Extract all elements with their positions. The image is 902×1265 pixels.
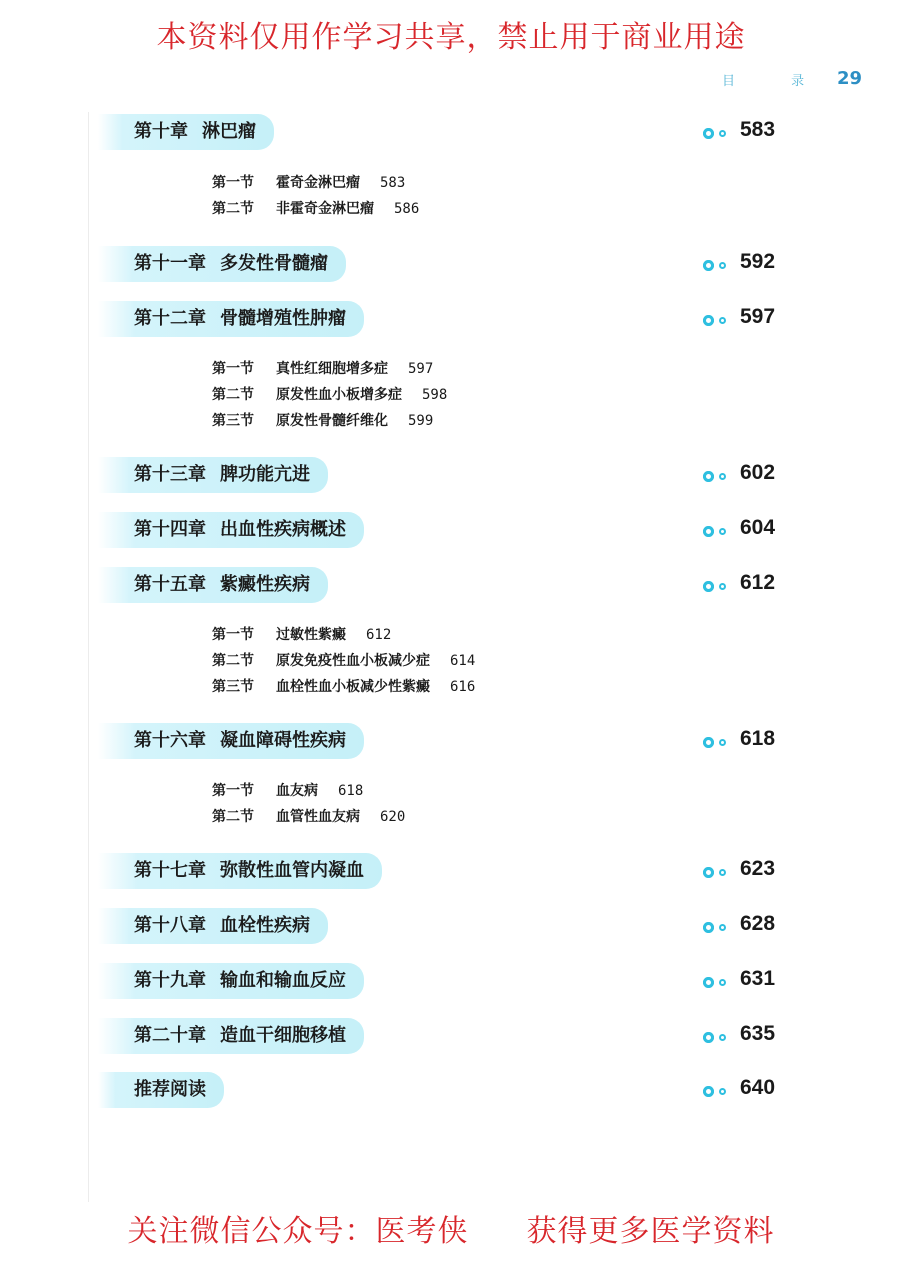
chapter-heading — [98, 567, 328, 603]
chapter-title: 淋巴瘤 — [202, 121, 256, 142]
footer-left: 关注微信公众号：医考侠 — [127, 1214, 469, 1249]
toc-chapter — [98, 963, 788, 1001]
section-page-number: 612 — [366, 627, 392, 643]
chapter-heading — [98, 512, 364, 548]
chapter-title: 弥散性血管内凝血 — [220, 860, 364, 881]
section-label: 第三节 — [212, 413, 254, 429]
chapter-heading — [98, 246, 346, 282]
footer-right: 获得更多医学资料 — [526, 1214, 775, 1249]
section-label: 第一节 — [212, 783, 254, 799]
bullet-dots-icon — [703, 526, 729, 538]
toc-chapter — [98, 567, 788, 605]
section-label: 第二节 — [212, 809, 254, 825]
chapter-page-number: 592 — [740, 250, 776, 273]
chapter-title: 脾功能亢进 — [220, 464, 310, 485]
section-title: 原发免疫性血小板减少症 — [276, 653, 430, 669]
toc-section — [212, 805, 405, 829]
toc-section — [212, 357, 433, 381]
chapter-heading — [98, 1018, 364, 1054]
section-title: 原发性骨髓纤维化 — [276, 413, 388, 429]
chapter-title: 造血干细胞移植 — [220, 1025, 346, 1046]
chapter-number: 第十七章 — [134, 860, 206, 881]
section-label: 第一节 — [212, 175, 254, 191]
chapter-number: 第十五章 — [134, 574, 206, 595]
section-label: 第二节 — [212, 387, 254, 403]
chapter-title: 血栓性疾病 — [220, 915, 310, 936]
chapter-heading — [98, 908, 328, 944]
toc-chapter — [98, 512, 788, 550]
section-title: 血栓性血小板减少性紫癜 — [276, 679, 430, 695]
bullet-dots-icon — [703, 1032, 729, 1044]
chapter-number: 第十六章 — [134, 730, 206, 751]
chapter-number: 第十一章 — [134, 253, 206, 274]
chapter-title: 多发性骨髓瘤 — [220, 253, 328, 274]
section-title: 血友病 — [276, 783, 318, 799]
chapter-page-number: 628 — [740, 912, 776, 935]
section-label: 第三节 — [212, 679, 254, 695]
section-page-number: 597 — [408, 361, 434, 377]
chapter-page-number: 631 — [740, 967, 776, 990]
bullet-dots-icon — [703, 737, 729, 749]
footer-notice — [0, 1206, 902, 1250]
toc-section — [212, 383, 447, 407]
bullet-dots-icon — [703, 1086, 729, 1098]
section-page-number: 620 — [380, 809, 406, 825]
chapter-heading — [98, 457, 328, 493]
bullet-dots-icon — [703, 922, 729, 934]
chapter-heading — [98, 114, 274, 150]
section-page-number: 616 — [450, 679, 476, 695]
toc-chapter — [98, 114, 788, 152]
section-page-number: 599 — [408, 413, 434, 429]
chapter-heading — [98, 1072, 224, 1108]
copyright-notice: 本资料仅用作学习共享，禁止用于商业用途 — [156, 20, 746, 55]
chapter-page-number: 623 — [740, 857, 776, 880]
chapter-title: 出血性疾病概述 — [220, 519, 346, 540]
section-title: 非霍奇金淋巴瘤 — [276, 201, 374, 217]
bullet-dots-icon — [703, 471, 729, 483]
chapter-title: 骨髓增殖性肿瘤 — [220, 308, 346, 329]
bullet-dots-icon — [703, 260, 729, 272]
section-page-number: 586 — [394, 201, 420, 217]
section-title: 霍奇金淋巴瘤 — [276, 175, 360, 191]
section-title: 原发性血小板增多症 — [276, 387, 402, 403]
bullet-dots-icon — [703, 977, 729, 989]
section-title: 真性红细胞增多症 — [276, 361, 388, 377]
toc-chapter — [98, 723, 788, 761]
chapter-number: 第十二章 — [134, 308, 206, 329]
section-label: 第二节 — [212, 201, 254, 217]
chapter-heading — [98, 963, 364, 999]
toc-chapter — [98, 853, 788, 891]
page-number: 29 — [836, 68, 862, 89]
section-label: 第二节 — [212, 653, 254, 669]
chapter-page-number: 612 — [740, 571, 776, 594]
chapter-number: 第十三章 — [134, 464, 206, 485]
chapter-number: 第十章 — [134, 121, 188, 142]
bullet-dots-icon — [703, 581, 729, 593]
toc-section — [212, 675, 475, 699]
chapter-title: 紫癜性疾病 — [220, 574, 310, 595]
bullet-dots-icon — [703, 128, 729, 140]
running-head — [722, 68, 882, 90]
toc-section — [212, 779, 363, 803]
chapter-page-number: 597 — [740, 305, 776, 328]
section-title: 过敏性紫癜 — [276, 627, 346, 643]
running-head-label: 目 录 — [722, 74, 831, 89]
section-label: 第一节 — [212, 627, 254, 643]
chapter-title: 凝血障碍性疾病 — [220, 730, 346, 751]
toc-chapter — [98, 457, 788, 495]
bullet-dots-icon — [703, 315, 729, 327]
toc-section — [212, 197, 419, 221]
toc-section — [212, 649, 475, 673]
toc-chapter — [98, 908, 788, 946]
chapter-page-number: 640 — [740, 1076, 776, 1099]
section-page-number: 614 — [450, 653, 476, 669]
chapter-page-number: 618 — [740, 727, 776, 750]
chapter-heading — [98, 723, 364, 759]
bullet-dots-icon — [703, 867, 729, 879]
chapter-title: 输血和输血反应 — [220, 970, 346, 991]
section-page-number: 583 — [380, 175, 406, 191]
toc-chapter — [98, 301, 788, 339]
toc-section — [212, 171, 405, 195]
chapter-number: 第十九章 — [134, 970, 206, 991]
toc-chapter — [98, 246, 788, 284]
chapter-page-number: 602 — [740, 461, 776, 484]
chapter-number: 第十四章 — [134, 519, 206, 540]
chapter-heading — [98, 301, 364, 337]
chapter-page-number: 604 — [740, 516, 776, 539]
toc-chapter — [98, 1072, 788, 1110]
section-label: 第一节 — [212, 361, 254, 377]
section-title: 血管性血友病 — [276, 809, 360, 825]
chapter-page-number: 635 — [740, 1022, 776, 1045]
toc-chapter — [98, 1018, 788, 1056]
section-page-number: 598 — [422, 387, 448, 403]
toc-section — [212, 409, 433, 433]
chapter-number: 第二十章 — [134, 1025, 206, 1046]
chapter-number: 第十八章 — [134, 915, 206, 936]
margin-rule — [88, 112, 89, 1202]
chapter-heading — [98, 853, 382, 889]
chapter-page-number: 583 — [740, 118, 776, 141]
section-page-number: 618 — [338, 783, 364, 799]
chapter-title: 推荐阅读 — [134, 1079, 206, 1100]
toc-section — [212, 623, 391, 647]
